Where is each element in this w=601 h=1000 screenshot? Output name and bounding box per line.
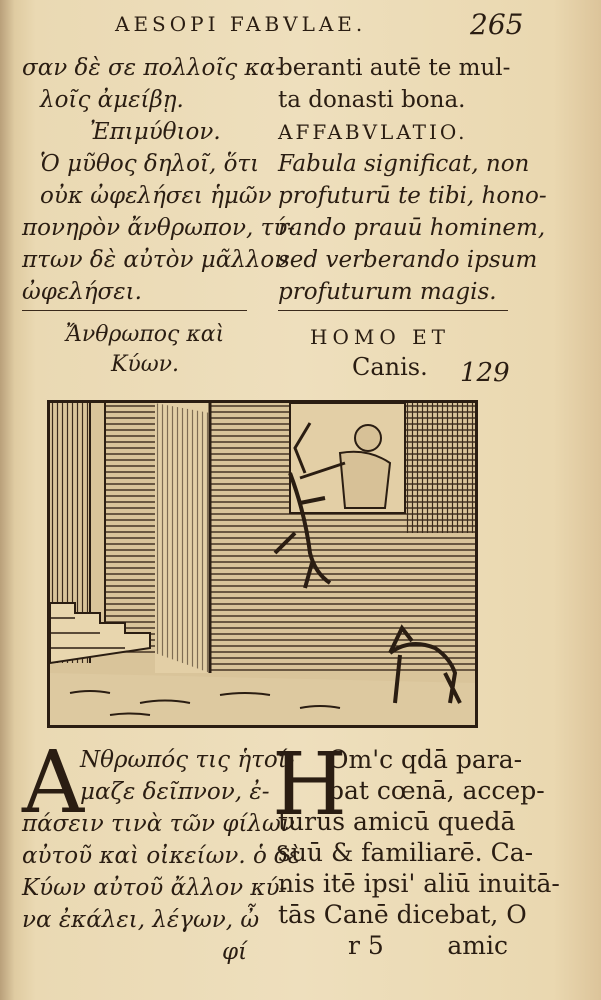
greek-column-bottom [22,744,301,968]
greek-line: πονηρὸν ἄνθρωπον, τύ- [22,215,296,241]
fable-heading-latin-line: Canis. [352,353,428,381]
latin-column-top [278,52,578,308]
greek-line: Νθρωπός τις ἡτοί- [80,747,295,773]
divider-rule-left [22,310,247,311]
greek-line: ὠφελήσει. [22,279,142,305]
greek-line: σαν δὲ σε πολλοῖς κα- [22,55,283,81]
moral-line: sed verberando ipsum [278,247,538,273]
greek-line: μαζε δεῖπνον, ἐ- [80,779,270,805]
affabulatio-heading: AFFABVLATIO. [278,120,468,144]
signature-mark-line: r 5 amic [348,931,508,960]
fable-heading-greek-line: Κύων. [110,352,180,377]
moral-line: rando prauū hominem, [278,215,546,241]
greek-column-top [22,52,296,308]
greek-line: φί [222,939,248,965]
latin-line: suū & familiarē. Ca- [278,838,534,867]
greek-line: πτων δὲ αὐτὸν μᾶλλον [22,247,289,273]
epimythion-heading: Ἐπιμύθιον. [90,119,221,145]
moral-line: profuturum magis. [278,279,497,305]
running-title: AESOPI FABVLAE. [115,12,367,36]
moral-line: profuturū te tibi, hono- [278,183,547,209]
latin-line: ta donasti bona. [278,87,466,113]
running-header [0,6,601,46]
greek-line: Ὁ μῦθος δηλοῖ, ὅτι [40,151,260,177]
woodcut-illustration [47,400,478,728]
page-gutter [0,0,14,1000]
fable-heading-greek-line: Ἄνθρωπος καὶ [65,322,225,347]
woodcut-illustration-icon [50,403,475,725]
moral-line: Fabula significat, non [278,151,530,177]
greek-line: οὐκ ὠφελήσει ἡμῶν [40,183,272,209]
latin-column-bottom [278,744,578,961]
latin-line: beranti autē te mul- [278,55,511,81]
dropcap-latin: H [272,735,347,835]
greek-line: πάσειν τινὰ τῶν φίλων [22,811,295,837]
latin-line: turus amicū quedā [278,807,516,836]
latin-line: tās Canē dicebat, O [278,900,527,929]
greek-line: αὐτοῦ καὶ οἰκείων. ὁ δὲ [22,843,301,869]
fable-heading-greek [60,320,230,380]
dropcap-greek: A [22,733,85,833]
greek-line: λοῖς ἀμείβῃ. [40,87,184,113]
greek-line: Κύων αὐτοῦ ἄλλον κύ- [22,875,288,901]
latin-line: Om'c qdā para- [328,745,523,774]
latin-line: nis itē ipsi' aliū inuitā- [278,869,560,898]
greek-line: να ἐκάλει, λέγων, ὦ [22,907,260,933]
latin-line: bat cœnā, accep- [328,776,545,805]
page-number: 265 [470,8,524,41]
fable-number: 129 [460,358,510,388]
divider-rule-right [278,310,508,311]
fable-heading-latin-line: HOMO ET [310,325,451,349]
